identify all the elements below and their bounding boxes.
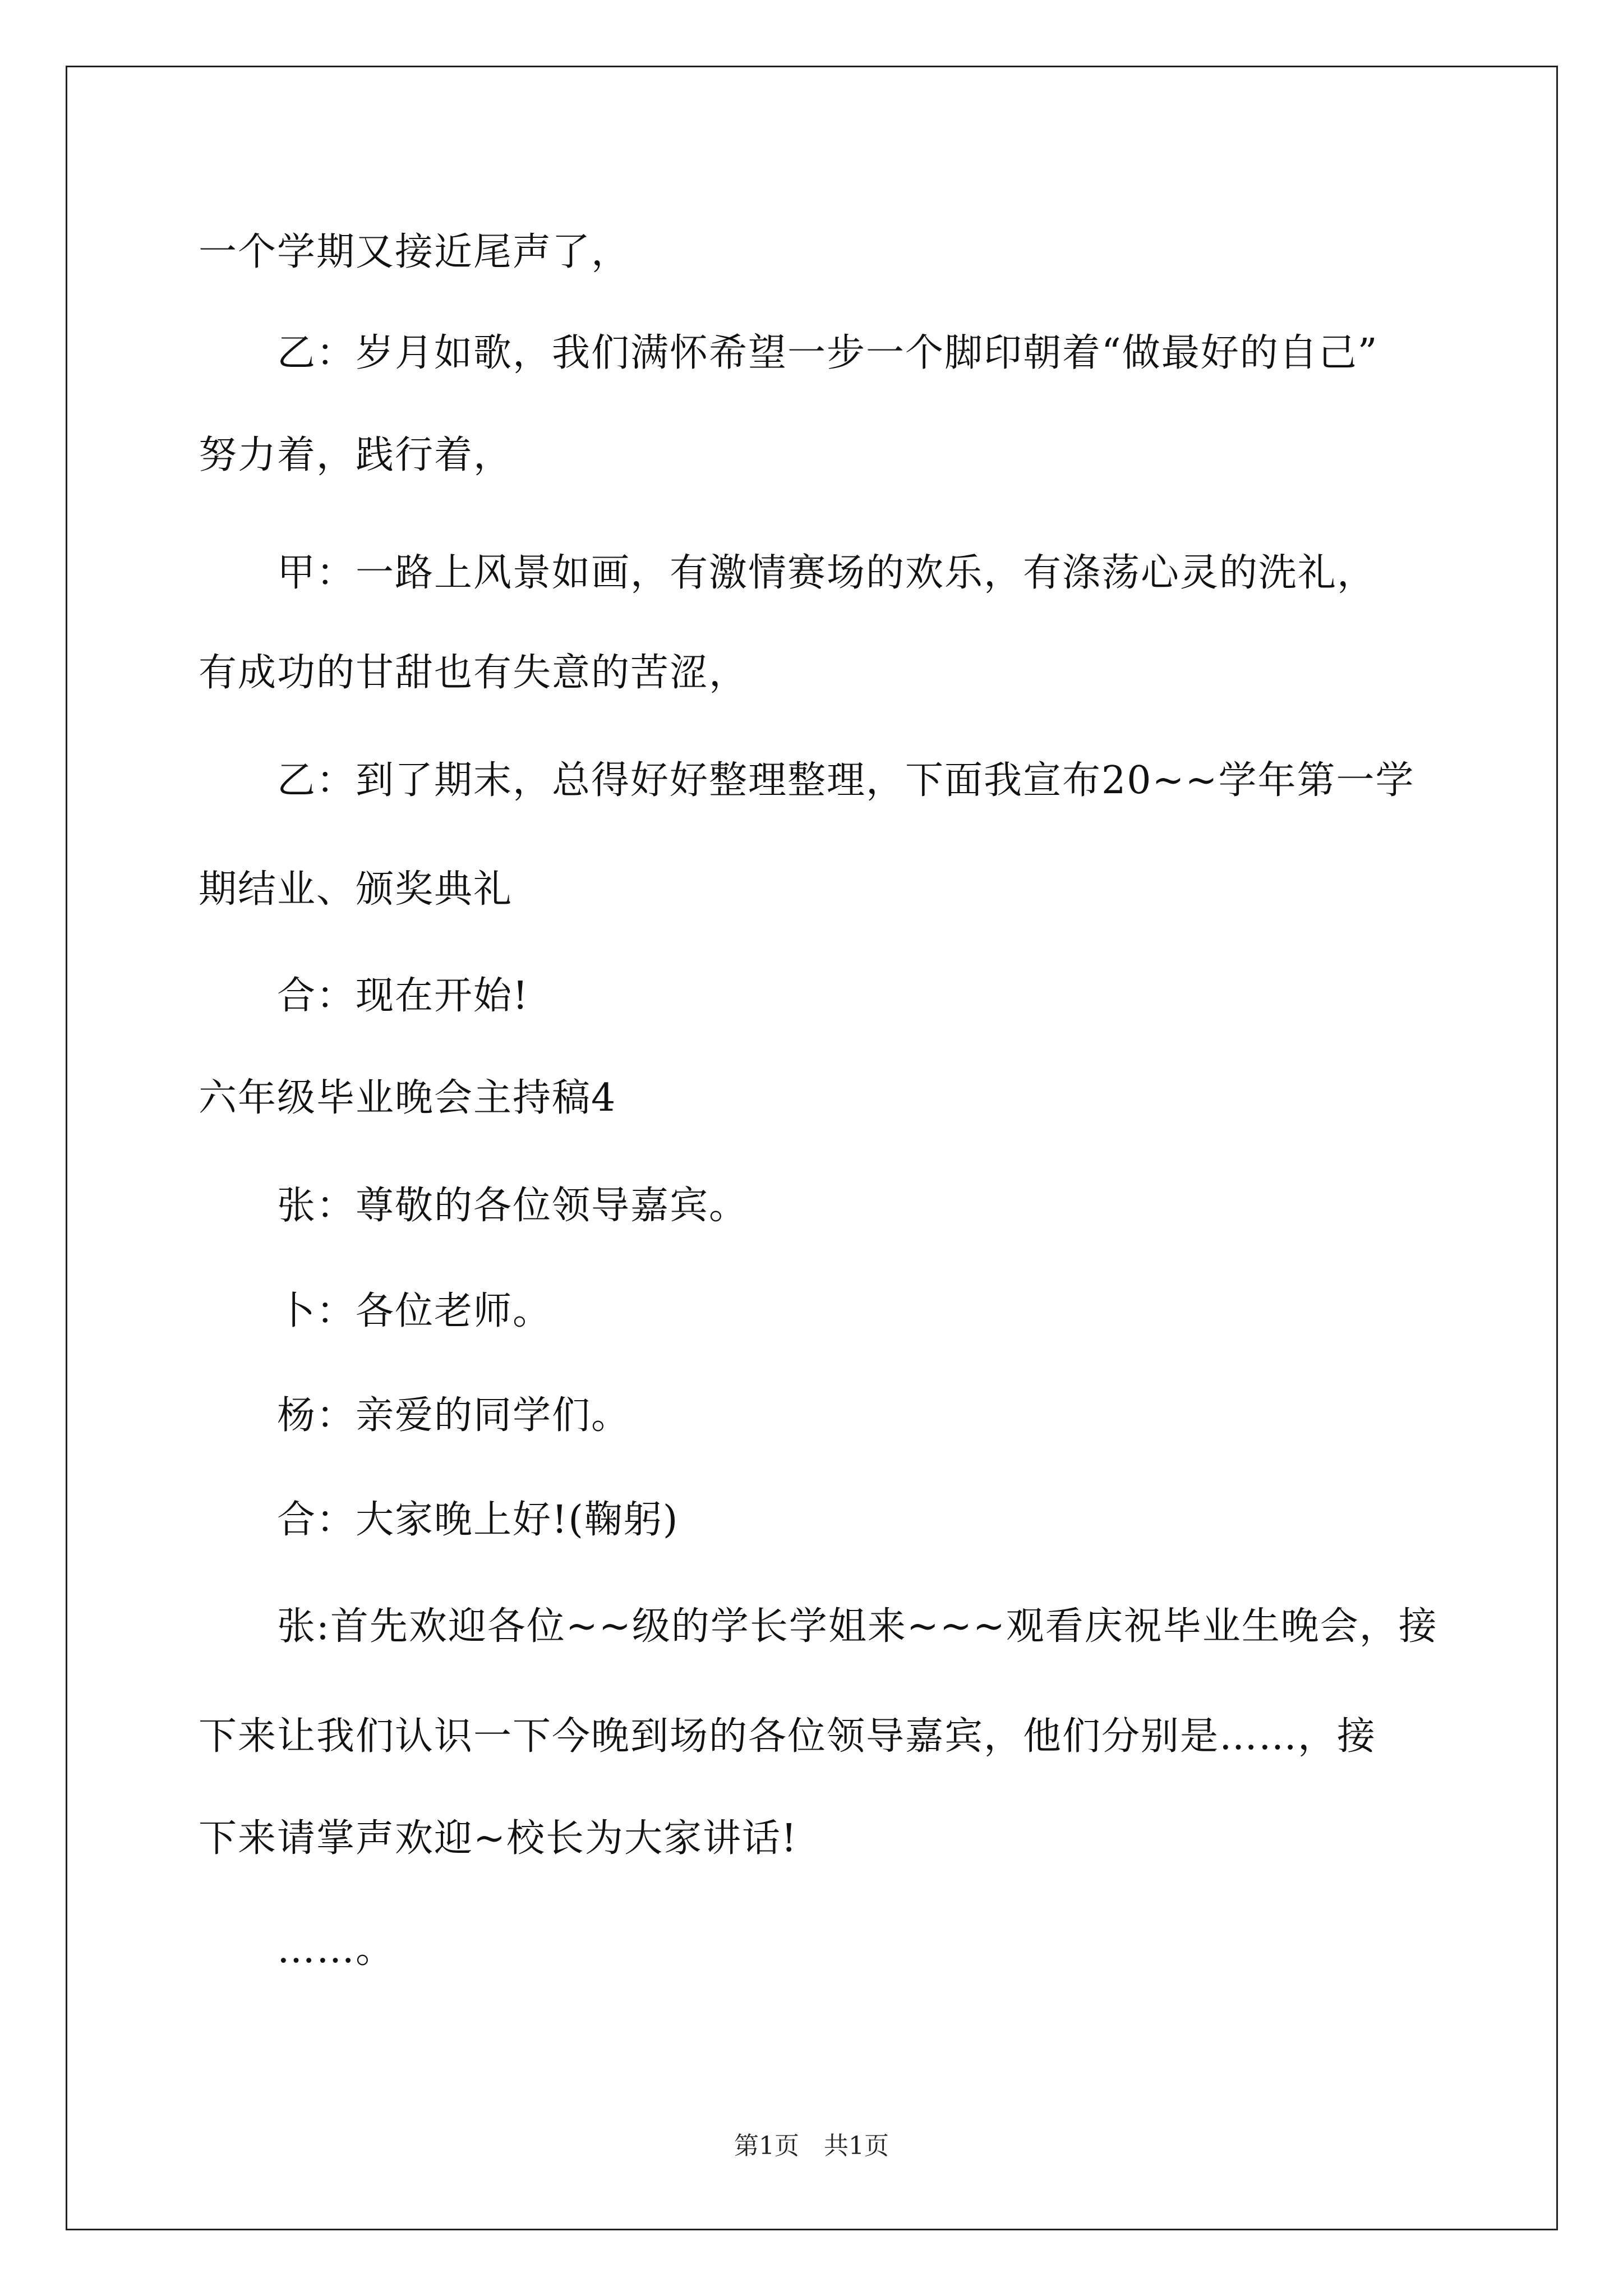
paragraph-line: ……。 [277, 1927, 395, 1972]
paragraph-line: 下来请掌声欢迎~校长为大家讲话! [199, 1816, 798, 1861]
paragraph-line: 乙：到了期末，总得好好整理整理，下面我宣布20~~学年第一学 [277, 758, 1415, 803]
paragraph-line: 一个学期又接近尾声了， [199, 230, 631, 274]
paragraph-line: 下来让我们认识一下今晚到场的各位领导嘉宾，他们分别是……，接 [199, 1714, 1377, 1759]
paragraph-line: 甲：一路上风景如画，有激情赛场的欢乐，有涤荡心灵的洗礼， [277, 551, 1377, 595]
paragraph-line: 张：尊敬的各位领导嘉宾。 [277, 1184, 749, 1228]
paragraph-line: 合：大家晚上好!(鞠躬) [277, 1498, 679, 1542]
paragraph-line: 卜：各位老师。 [277, 1289, 552, 1333]
paragraph-line: 合：现在开始! [277, 974, 529, 1018]
paragraph-line: 期结业、颁奖典礼 [199, 867, 513, 912]
paragraph-line: 有成功的甘甜也有失意的苦涩， [199, 651, 749, 695]
paragraph-line: 杨：亲爱的同学们。 [277, 1393, 631, 1438]
section-heading: 六年级毕业晚会主持稿4 [199, 1076, 617, 1120]
page-border [66, 66, 1558, 2230]
paragraph-line: 乙：岁月如歌，我们满怀希望一步一个脚印朝着“做最好的自己” [277, 331, 1378, 375]
paragraph-line: 努力着，践行着， [199, 433, 513, 477]
page-footer: 第1页 共1页 [734, 2132, 889, 2160]
paragraph-line: 张:首先欢迎各位~~级的学长学姐来~~~观看庆祝毕业生晚会，接 [277, 1604, 1438, 1649]
